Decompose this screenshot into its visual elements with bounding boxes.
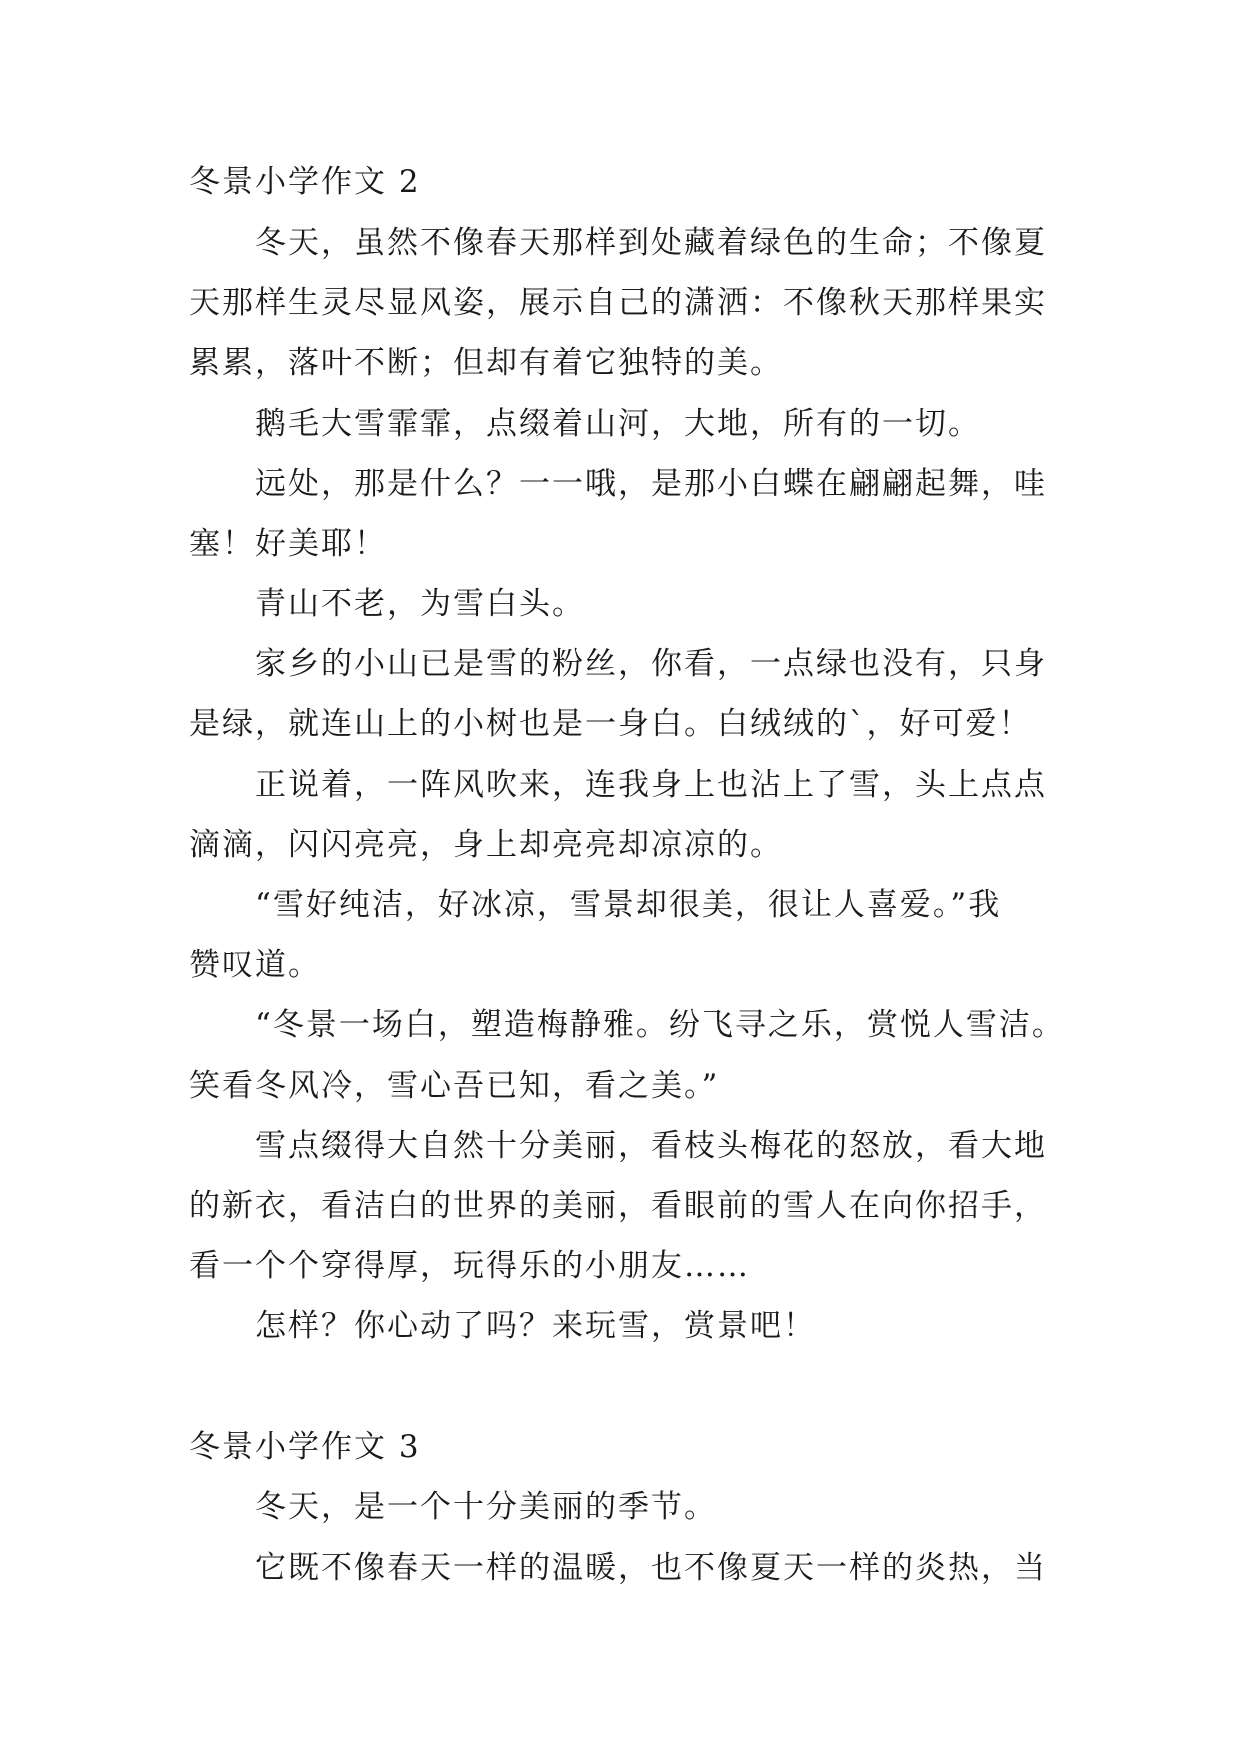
essay-2-line: 远处，那是什么？一一哦，是那小白蝶在翩翩起舞，哇: [255, 466, 1047, 502]
essay-2-line: 家乡的小山已是雪的粉丝，你看，一点绿也没有，只身: [255, 646, 1047, 682]
essay-2-title: 冬景小学作文 2: [189, 164, 421, 200]
essay-3-line: 它既不像春天一样的温暖，也不像夏天一样的炎热，当: [255, 1550, 1047, 1586]
essay-2-line: 冬天，虽然不像春天那样到处藏着绿色的生命；不像夏: [255, 225, 1047, 261]
essay-2-line: 是绿，就连山上的小树也是一身白。白绒绒的`，好可爱！: [189, 706, 1032, 742]
essay-2-line: 的新衣，看洁白的世界的美丽，看眼前的雪人在向你招手，: [189, 1188, 1047, 1224]
essay-2-line: 天那样生灵尽显风姿，展示自己的潇洒：不像秋天那样果实: [189, 285, 1047, 321]
essay-2-line: 看一个个穿得厚，玩得乐的小朋友……: [189, 1248, 750, 1284]
essay-2-line: “冬景一场白，塑造梅静雅。纷飞寻之乐，赏悦人雪洁。: [255, 1007, 1065, 1043]
essay-2-line: 正说着，一阵风吹来，连我身上也沾上了雪，头上点点: [255, 767, 1047, 803]
essay-2-line: 累累，落叶不断；但却有着它独特的美。: [189, 345, 783, 381]
essay-2-line: 鹅毛大雪霏霏，点缀着山河，大地，所有的一切。: [255, 406, 981, 442]
essay-2-line: 青山不老，为雪白头。: [255, 586, 585, 622]
essay-2-line: 怎样？你心动了吗？来玩雪，赏景吧！: [255, 1308, 816, 1344]
essay-3-title: 冬景小学作文 3: [189, 1429, 421, 1465]
essay-2-line: 滴滴，闪闪亮亮，身上却亮亮却凉凉的。: [189, 827, 783, 863]
essay-2-line: 赞叹道。: [189, 947, 321, 983]
essay-2-line: 塞！好美耶！: [189, 526, 387, 562]
essay-3-line: 冬天，是一个十分美丽的季节。: [255, 1489, 717, 1525]
essay-2-line: 雪点缀得大自然十分美丽，看枝头梅花的怒放，看大地: [255, 1128, 1047, 1164]
essay-2-line: “雪好纯洁，好冰凉，雪景却很美，很让人喜爱。”我: [255, 887, 1002, 923]
essay-2-line: 笑看冬风冷，雪心吾已知，看之美。”: [189, 1068, 720, 1104]
